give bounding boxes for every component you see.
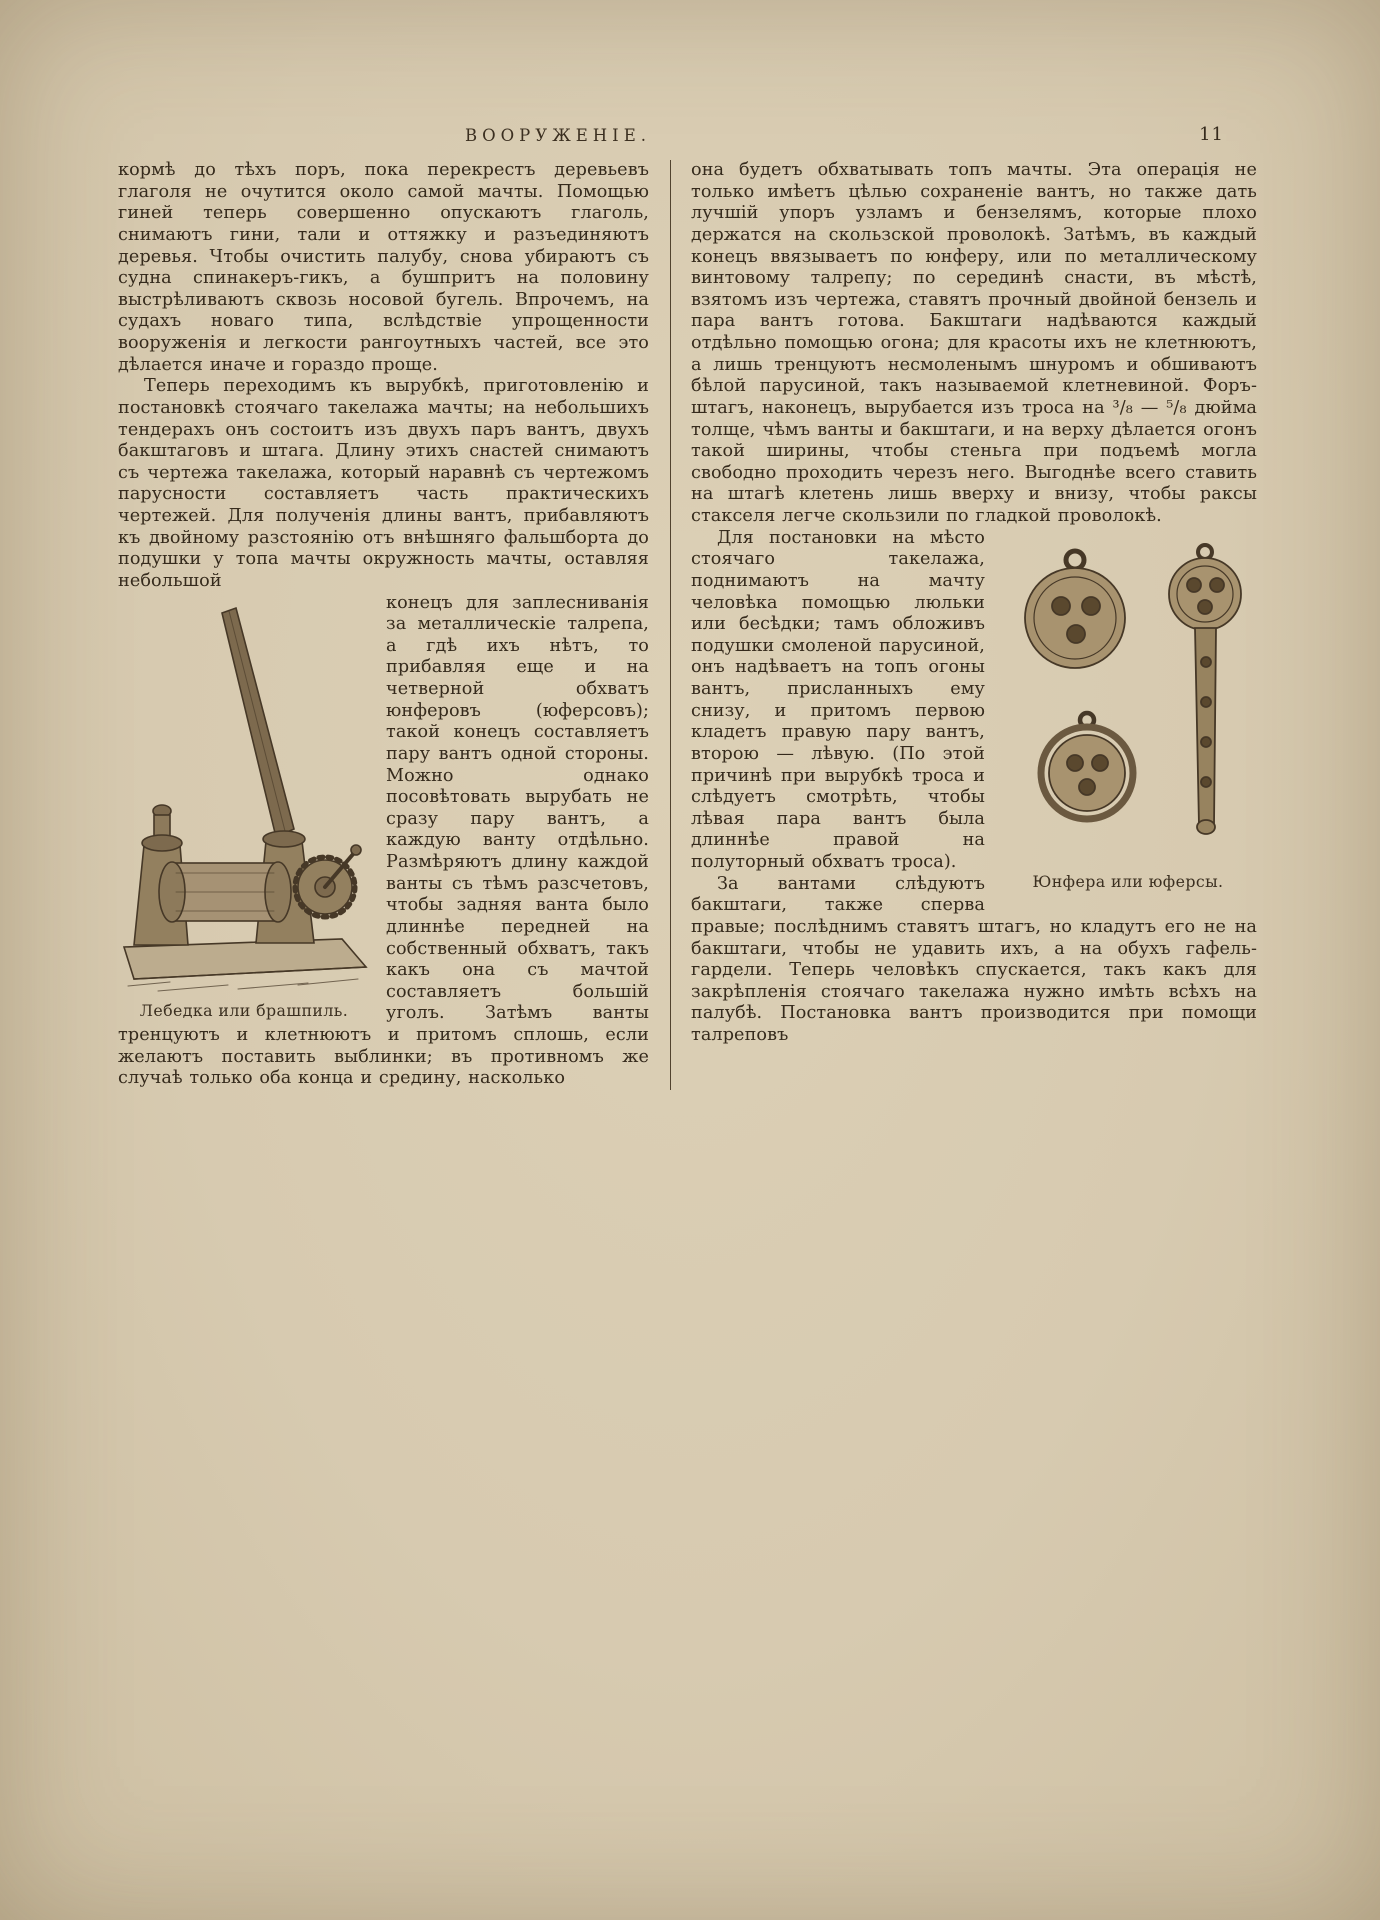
paragraph: Теперь переходимъ къ вырубкѣ, приготовленію и постановкѣ стоячаго такелажа мачты; на небольшихъ тендерахъ онъ состоитъ изъ двухъ паръ вантъ, двухъ бакштаговъ и штага. Длину этихъ снастей снимаютъ съ чертежа такелажа, который наравнѣ съ чертежомъ парусности составляетъ часть практическихъ чертежей. Для полученія длины вантъ, прибавляютъ къ двойному разстоянію отъ внѣшняго фальшборта до подушки у топа мачты окружность мачты, оставляя небольшой — [118, 376, 649, 591]
winch-figure — [118, 601, 370, 1020]
right-column — [670, 160, 1257, 1090]
deadeyes-illustration — [999, 530, 1257, 864]
paragraph: За вантами слѣдуютъ бакштаги, также сперва правые; послѣднимъ ставятъ штагъ, но кладутъ его не на бакштаги, чтобы не удавить ихъ, а на обухъ гафель-гардели. Теперь человѣкъ спускается, такъ какъ для закрѣпленія стоячаго такелажа нужно имѣть всѣхъ на палубѣ. Постановка вантъ производится при помощи талреповъ — [691, 873, 1257, 1045]
paragraph: кормѣ до тѣхъ поръ, пока перекрестъ деревьевъ глаголя не очутится около самой мачты. Помощью гиней теперь совершенно опускаютъ глаголь, снимаютъ гини, тали и оттяжку и разъединяютъ деревья. Чтобы очистить палубу, снова убираютъ съ судна спинакеръ-гикъ, а бушпритъ на половину выстрѣливаютъ сквозь носовой бугель. Впрочемъ, на судахъ новаго типа, вслѣдствіе упрощенности вооруженія и легкости рангоутныхъ частей, все это дѣлается иначе и гораздо проще. — [118, 160, 649, 375]
text-columns — [118, 160, 1258, 1090]
paragraph: Для постановки на мѣсто стоячаго такелажа, поднимаютъ на мачту человѣка помощью люльки или бесѣдки; тамъ обложивъ подушки смоленой парусиной, онъ надѣваетъ на топъ огоны вантъ, присланныхъ ему снизу, и притомъ первою кладетъ правую пару вантъ, второю — лѣвую. (По этой причинѣ при вырубкѣ троса и слѣдуетъ смотрѣть, чтобы лѣвая пара вантъ была длиннѣе правой на полуторный обхватъ троса). — [691, 527, 985, 872]
deadeyes-caption: Юнфера или юферсы. — [1032, 871, 1224, 891]
header-title: ВООРУЖЕНІЕ. — [465, 126, 651, 145]
left-column — [118, 160, 670, 1090]
page-number: 11 — [1199, 124, 1224, 145]
paragraph: она будетъ обхватывать топъ мачты. Эта операція не только имѣетъ цѣлью сохраненіе вантъ, но также дать лучшій упоръ узламъ и бензелямъ, которые плохо держатся на скользской проволокѣ. Затѣмъ, въ каждый конецъ ввязываетъ по юнферу, или по металлическому винтовому талрепу; по серединѣ снасти, въ мѣстѣ, взятомъ изъ чертежа, ставятъ прочный двойной бензель и пара вантъ готова. Бакштаги надѣваются каждый отдѣльно помощью огона; для красоты ихъ не клетнюютъ, а лишь тренцуютъ несмоленымъ шнуромъ и обшиваютъ бѣлой парусиной, такъ называемой клетневиной. Форъ-штагъ, наконецъ, вырубается изъ троса на ³/₈ — ⁵/₈ дюйма толще, чѣмъ ванты и бакштаги, и на верху дѣлается огонъ такой ширины, чтобы стеньга при подъемѣ могла свободно проходить черезъ него. Выгоднѣе всего ставить на штагѣ клетень лишь вверху и внизу, чтобы раксы стакселя легче скользили по гладкой проволокѣ. — [691, 160, 1257, 526]
deadeyes-figure — [999, 530, 1257, 891]
paragraph: конецъ для заплесниванія за металлическіе талрепа, а гдѣ ихъ нѣтъ, то прибавляя еще и на четверной обхватъ юнферовъ (юферсовъ); такой конецъ составляетъ пару вантъ одной стороны. Можно однако посовѣтовать вырубать не сразу пару вантъ, а каждую ванту отдѣльно. Размѣряютъ длину каждой ванты съ тѣмъ разсчетовъ, чтобы задняя ванта было длиннѣе передней на собственный обхватъ, такъ какъ она съ мачтой составляетъ большій уголъ. Затѣмъ ванты тренцуютъ и клетнюютъ и притомъ сплошь, если желаютъ поставить выблинки; въ противномъ же случаѣ только оба конца и средину, насколько — [118, 592, 649, 1089]
winch-caption: Лебедка или брашпиль. — [139, 1000, 349, 1020]
running-header — [118, 120, 1258, 160]
type-area — [118, 120, 1258, 1090]
winch-illustration — [118, 601, 370, 993]
